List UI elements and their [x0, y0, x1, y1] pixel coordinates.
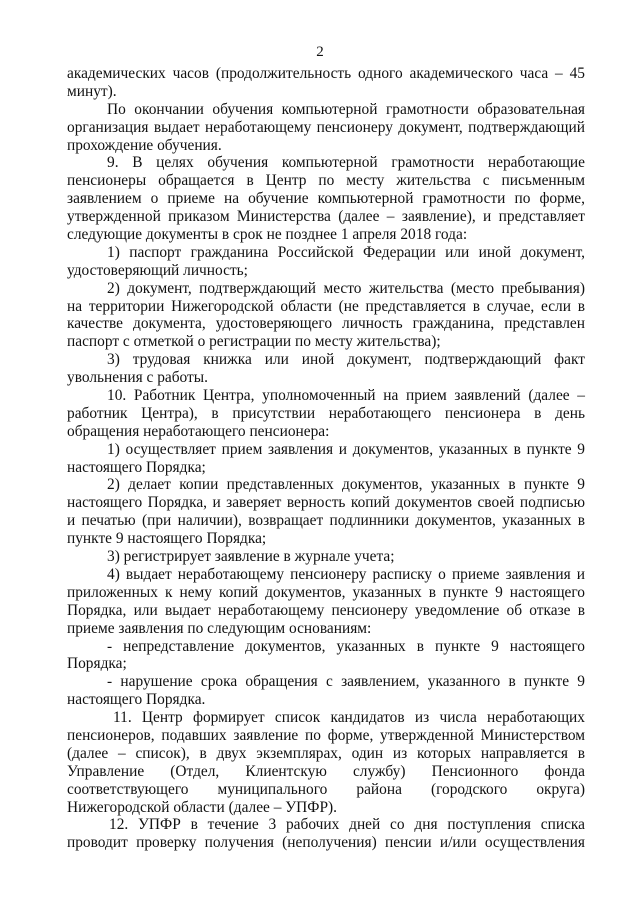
text-line: организация выдает неработающему пенсионеру документ, подтверждающий	[67, 118, 585, 136]
text-line: работник Центра), в присутствии неработающего пенсионера в день	[67, 404, 585, 422]
text-line: Порядка;	[67, 655, 127, 673]
text-line: 12. УПФР в течение 3 рабочих дней со дня поступления списка	[109, 816, 585, 834]
text-line: 4) выдает неработающему пенсионеру расписку о приеме заявления и	[107, 565, 585, 583]
text-line: настоящего Порядка;	[67, 458, 206, 476]
text-line: прохождение обучения.	[67, 136, 222, 154]
text-line: удостоверяющий личность;	[67, 261, 248, 279]
text-line: соответствующего муниципального района (городского округа)	[67, 780, 585, 798]
text-line: следующие документы в срок не позднее 1 апреля 2018 года:	[67, 226, 468, 244]
text-line: обращения неработающего пенсионера:	[67, 422, 330, 440]
document-body	[67, 65, 585, 852]
text-line: - нарушение срока обращения с заявлением, указанного в пункте 9	[107, 673, 585, 691]
text-line: пенсионеров, подавших заявление по форме, утвержденной Министерством	[67, 726, 585, 744]
page-number: 2	[316, 44, 324, 60]
text-line: минут).	[67, 82, 117, 100]
text-line: 2) делает копии представленных документов, указанных в пункте 9	[107, 476, 585, 494]
text-line: 10. Работник Центра, уполномоченный на прием заявлений (далее –	[107, 387, 585, 405]
text-line: 1) паспорт гражданина Российской Федерации или иной документ,	[107, 243, 585, 261]
text-line: на территории Нижегородской области (не представляется в случае, если в	[67, 297, 585, 315]
text-line: Управление (Отдел, Клиентскую службу) Пенсионного фонда	[67, 762, 585, 780]
text-line: Порядка, или выдает неработающему пенсионеру уведомление об отказе в	[67, 601, 585, 619]
text-line: 11. Центр формирует список кандидатов из числа неработающих	[113, 709, 585, 727]
text-line: - непредставление документов, указанных в пункте 9 настоящего	[107, 637, 585, 655]
text-line: проводит проверку получения (неполучения) пенсии и/или осуществления	[67, 834, 585, 852]
text-line: приеме заявления по следующим основаниям:	[67, 619, 372, 637]
text-line: 9. В целях обучения компьютерной грамотности неработающие	[107, 154, 585, 172]
text-line: настоящего Порядка.	[67, 691, 206, 709]
text-line: паспорт с отметкой о регистрации по месту жительства);	[67, 333, 441, 351]
text-line: академических часов (продолжительность одного академического часа – 45	[67, 65, 585, 82]
text-line: увольнения с работы.	[67, 369, 208, 387]
text-line: качестве документа, удостоверяющего личность гражданина, представлен	[67, 315, 585, 333]
text-line: утвержденной приказом Министерства (далее – заявление), и представляет	[67, 208, 585, 226]
text-line: 2) документ, подтверждающий место жительства (место пребывания)	[107, 279, 585, 297]
text-line: заявлением о приеме на обучение компьютерной грамотности по форме,	[67, 190, 585, 208]
text-line: и печатью (при наличии), возвращает подлинники документов, указанных в	[67, 512, 585, 530]
text-line: 3) трудовая книжка или иной документ, подтверждающий факт	[107, 351, 585, 369]
text-line: Нижегородской области (далее – УПФР).	[67, 798, 337, 816]
text-line: пункте 9 настоящего Порядка;	[67, 530, 267, 548]
text-line: 3) регистрирует заявление в журнале учета;	[107, 548, 395, 566]
text-line: настоящего Порядка, и заверяет верность копий документов своей подписью	[67, 494, 585, 512]
text-line: приложенных к нему копий документов, указанных в пункте 9 настоящего	[67, 583, 585, 601]
text-line: 1) осуществляет прием заявления и документов, указанных в пункте 9	[107, 440, 585, 458]
text-line: пенсионеры обращается в Центр по месту жительства с письменным	[67, 172, 585, 190]
text-line: По окончании обучения компьютерной грамотности образовательная	[107, 100, 585, 118]
text-line: (далее – список), в двух экземплярах, один из которых направляется в	[67, 744, 585, 762]
